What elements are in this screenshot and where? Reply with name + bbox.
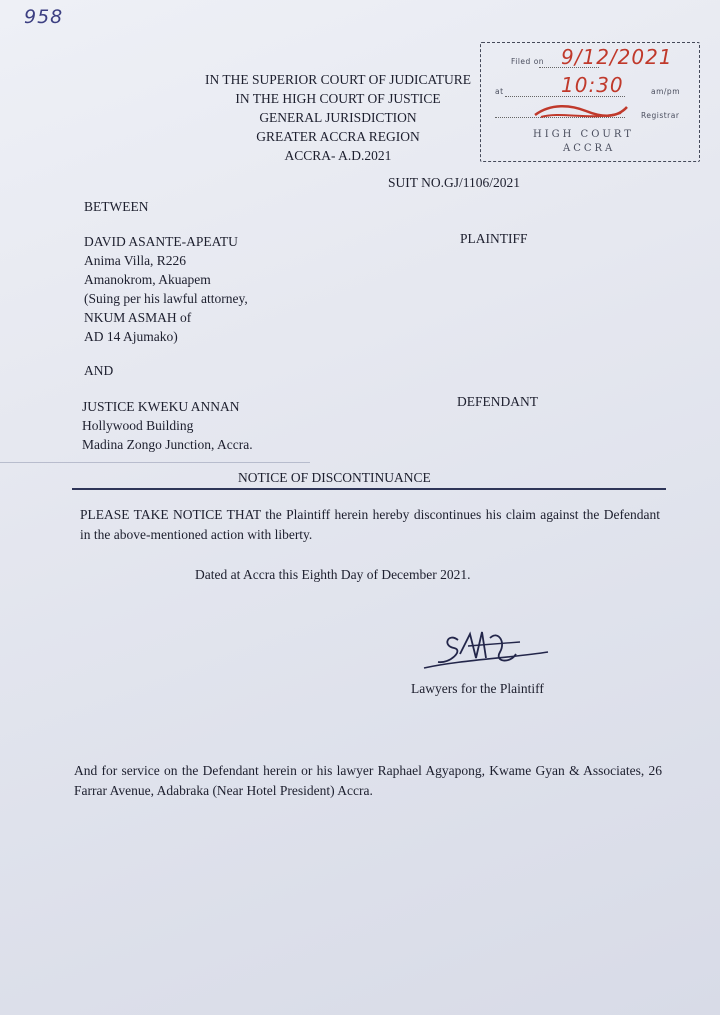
stamp-registrar-label: Registrar [641, 111, 680, 120]
plaintiff-address-line-2: Amanokrom, Akuapem [84, 272, 211, 287]
defendant-address-line-2: Madina Zongo Junction, Accra. [82, 437, 253, 452]
stamp-at-label: at [495, 87, 504, 96]
stamp-filed-label: Filed on [511, 57, 545, 66]
stamp-ampm: am/pm [651, 87, 680, 96]
stamp-court-location: ACCRA [563, 143, 616, 154]
dated-line: Dated at Accra this Eighth Day of December 2021. [195, 567, 471, 582]
plaintiff-suing-line-2: NKUM ASMAH of [84, 310, 192, 325]
suit-number: SUIT NO.GJ/1106/2021 [388, 175, 521, 190]
plaintiff-name: DAVID ASANTE-APEATU [84, 234, 238, 249]
plaintiff-suing-line-1: (Suing per his lawful attorney, [84, 291, 248, 306]
court-heading-line-4: GREATER ACCRA REGION [256, 129, 420, 144]
defendant-name: JUSTICE KWEKU ANNAN [82, 399, 240, 414]
defendant-role-label: DEFENDANT [457, 394, 538, 409]
service-note: And for service on the Defendant herein or his lawyer Raphael Agyapong, Kwame Gyan & Associates, 26 Farrar Avenue, Adabraka (Near Hotel President) Accra. [74, 763, 662, 798]
signature-icon [420, 624, 555, 680]
notice-title-rule [72, 488, 666, 490]
stamp-court-name: HIGH COURT [533, 129, 634, 140]
court-heading-line-2: IN THE HIGH COURT OF JUSTICE [235, 91, 441, 106]
court-heading-line-3: GENERAL JURISDICTION [259, 110, 417, 125]
filing-stamp [480, 42, 700, 162]
stamp-handwritten-time: 10:30 [561, 73, 624, 97]
signature-label: Lawyers for the Plaintiff [411, 681, 544, 696]
court-heading-line-1: IN THE SUPERIOR COURT OF JUDICATURE [204, 72, 472, 87]
plaintiff-address-line-1: Anima Villa, R226 [84, 253, 187, 268]
stamp-registrar-scribble-icon [531, 101, 631, 123]
defendant-address-line-1: Hollywood Building [82, 418, 194, 433]
stamp-handwritten-date: 9/12/2021 [561, 45, 673, 69]
fold-line [0, 462, 310, 463]
and-label: AND [84, 363, 114, 378]
notice-body: PLEASE TAKE NOTICE THAT the Plaintiff herein hereby discontinues his claim against the Defendant in the above-mentioned action with liberty. [80, 507, 660, 542]
plaintiff-suing-line-3: AD 14 Ajumako) [84, 329, 178, 344]
court-heading-line-5: ACCRA- A.D.2021 [284, 148, 392, 163]
court-heading [158, 70, 518, 165]
notice-title: NOTICE OF DISCONTINUANCE [238, 470, 431, 485]
handwritten-page-number: 958 [24, 6, 64, 28]
plaintiff-role-label: PLAINTIFF [460, 231, 528, 246]
between-label: BETWEEN [84, 199, 149, 214]
